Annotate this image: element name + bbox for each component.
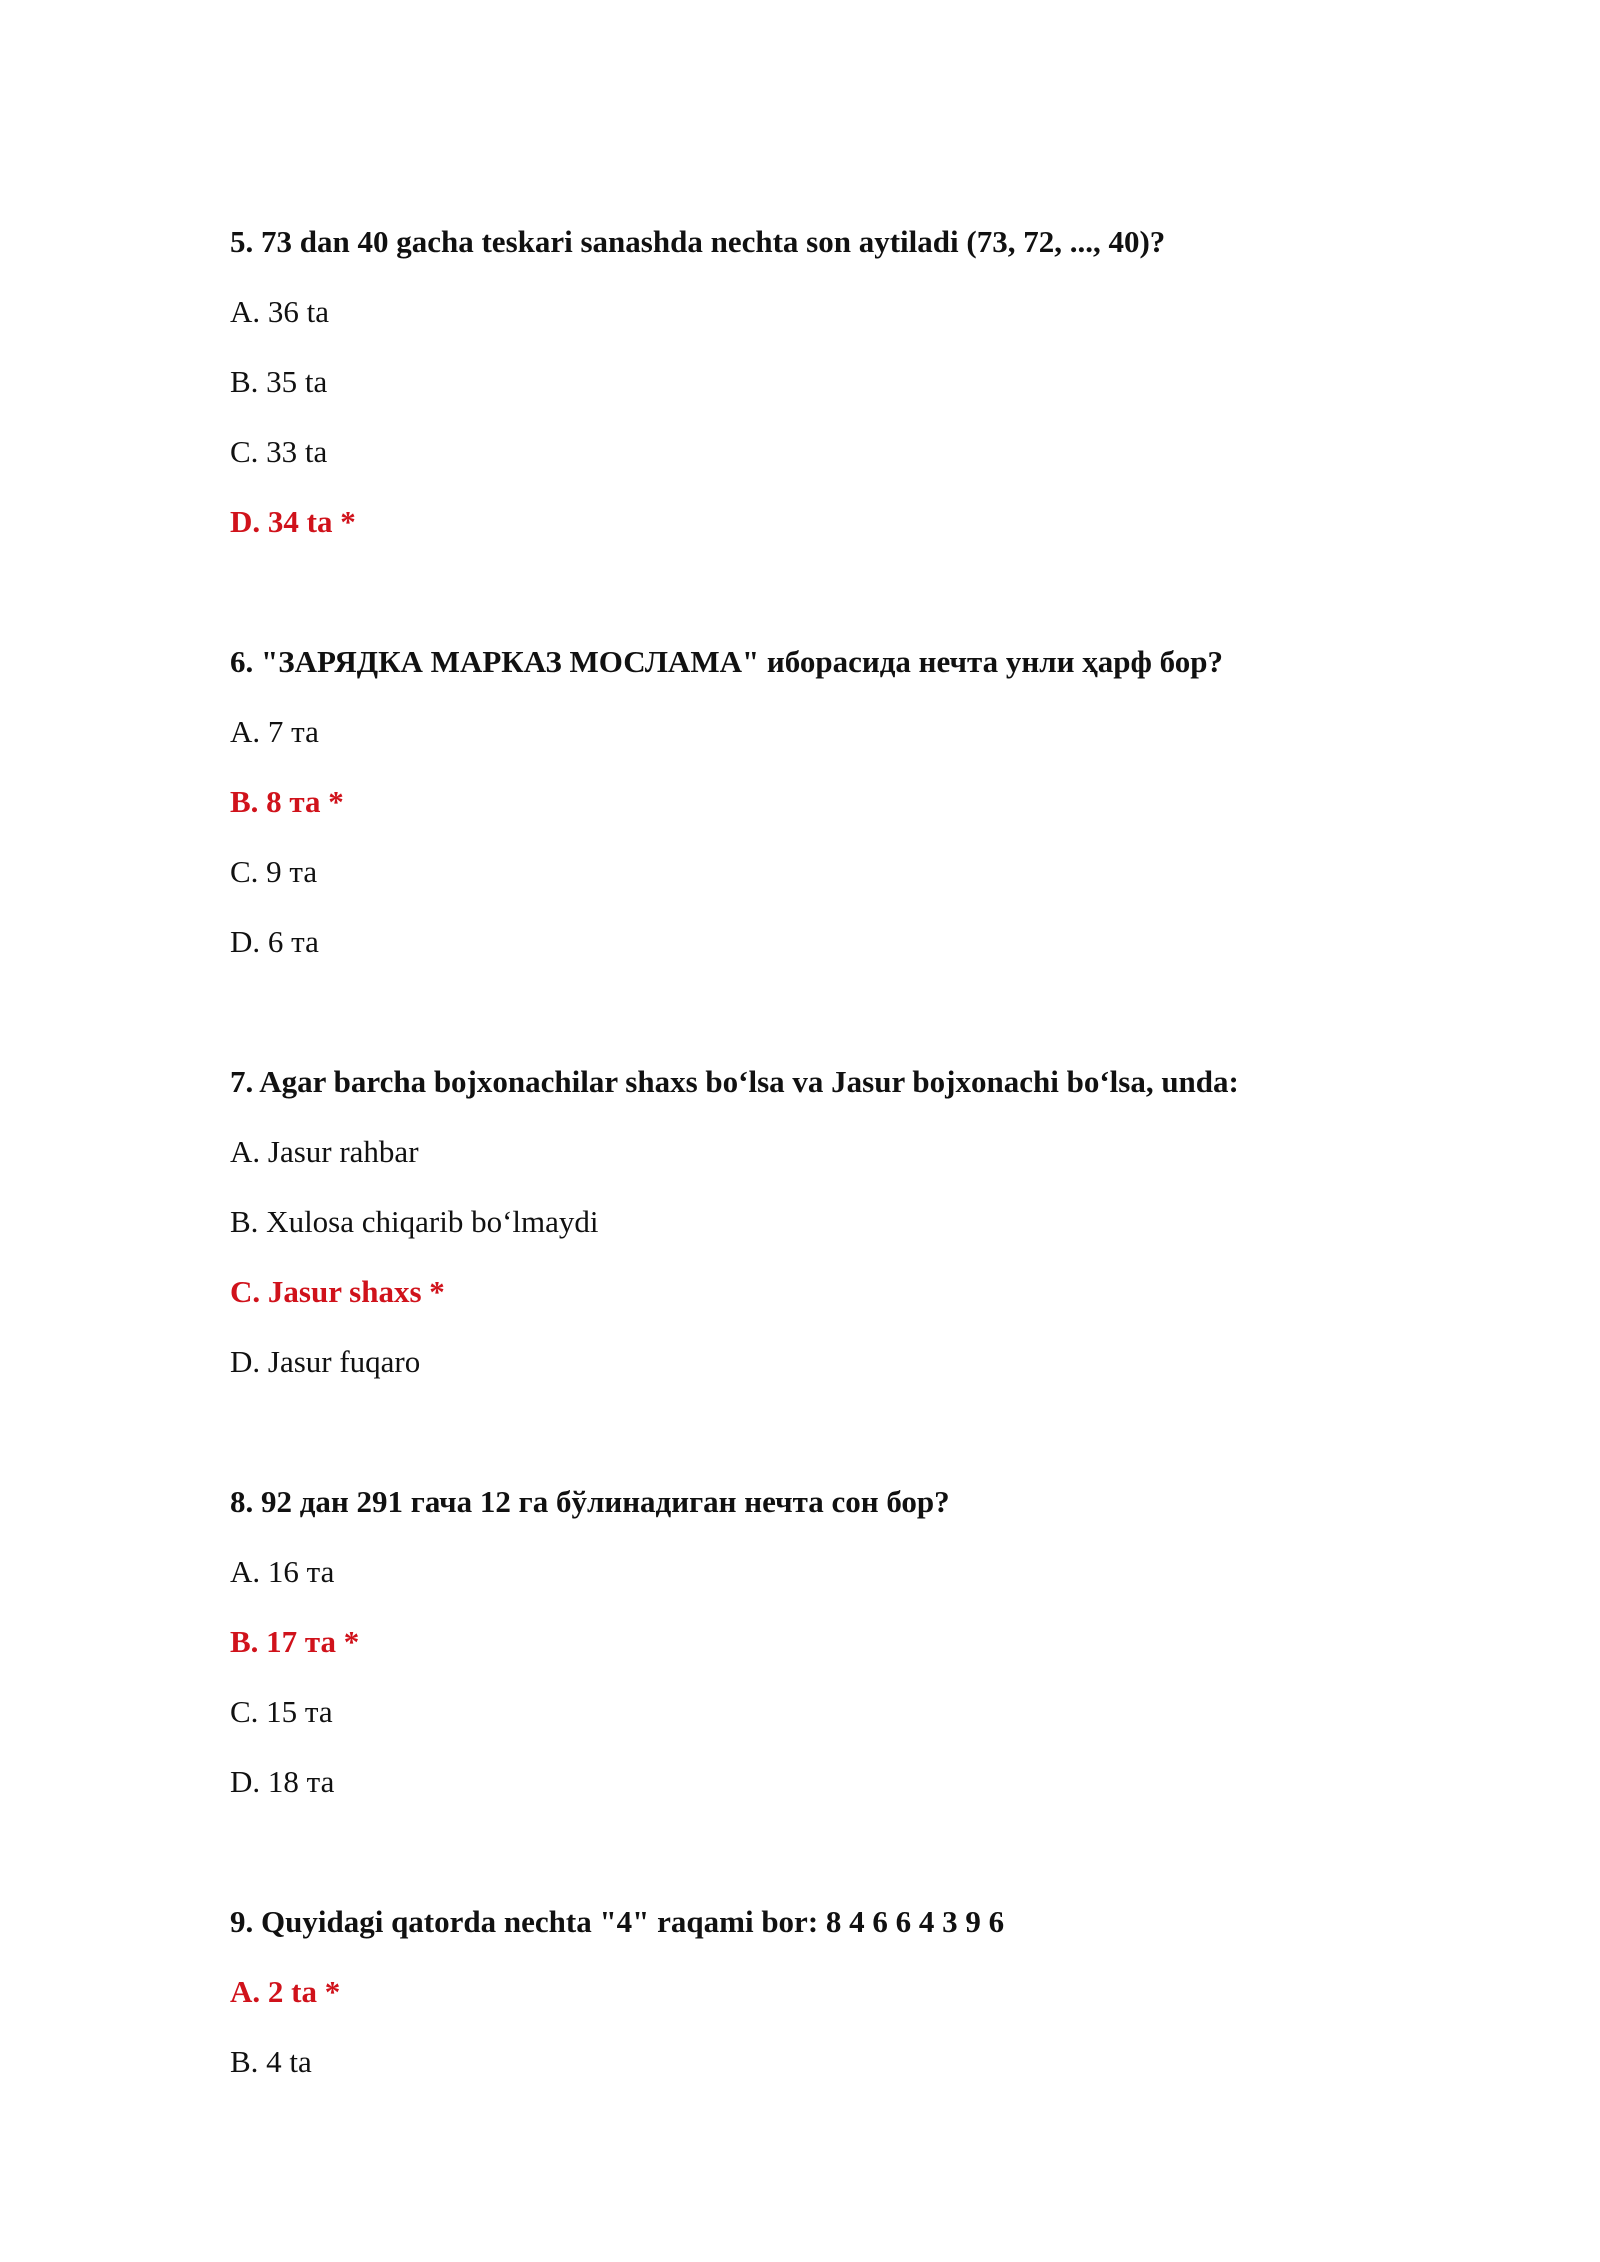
option-d-correct: D. 34 ta * [230, 504, 356, 539]
option-a: A. 36 ta [230, 294, 330, 329]
option-a-correct: A. 2 ta * [230, 1974, 341, 2009]
option-a: A. Jasur rahbar [230, 1134, 419, 1169]
option-a: A. 7 та [230, 714, 319, 749]
option-c: C. 33 ta [230, 434, 328, 469]
option-a: A. 16 та [230, 1554, 335, 1589]
option-d: D. 18 та [230, 1764, 335, 1799]
option-b-correct: B. 17 та * [230, 1624, 360, 1659]
question-text: 5. 73 dan 40 gacha teskari sanashda nechta son aytiladi (73, 72, ..., 40)? [230, 224, 1166, 259]
question-text: 7. Agar barcha bojxonachilar shaxs bo‘lsa va Jasur bojxonachi bo‘lsa, unda: [230, 1064, 1239, 1099]
option-b-correct: B. 8 та * [230, 784, 344, 819]
option-c-correct: C. Jasur shaxs * [230, 1274, 445, 1309]
question-7 [230, 1062, 1430, 1382]
question-text: 8. 92 дан 291 гача 12 га бўлинадиган нечта сон бор? [230, 1484, 950, 1519]
question-6 [230, 642, 1430, 962]
option-b: B. 35 ta [230, 364, 328, 399]
question-5 [230, 222, 1430, 542]
option-d: D. 6 та [230, 924, 319, 959]
question-text: 9. Quyidagi qatorda nechta "4" raqami bor: 8 4 6 6 4 3 9 6 [230, 1904, 1005, 1939]
option-d: D. Jasur fuqaro [230, 1344, 421, 1379]
option-b: B. Xulosa chiqarib bo‘lmaydi [230, 1204, 599, 1239]
question-text: 6. "ЗАРЯДКА МАРКАЗ МОСЛАМА" иборасида нечта унли ҳарф бор? [230, 644, 1223, 679]
question-9 [230, 1902, 1430, 2082]
question-8 [230, 1482, 1430, 1802]
option-b: B. 4 ta [230, 2044, 312, 2079]
option-c: C. 9 та [230, 854, 318, 889]
option-c: C. 15 та [230, 1694, 333, 1729]
